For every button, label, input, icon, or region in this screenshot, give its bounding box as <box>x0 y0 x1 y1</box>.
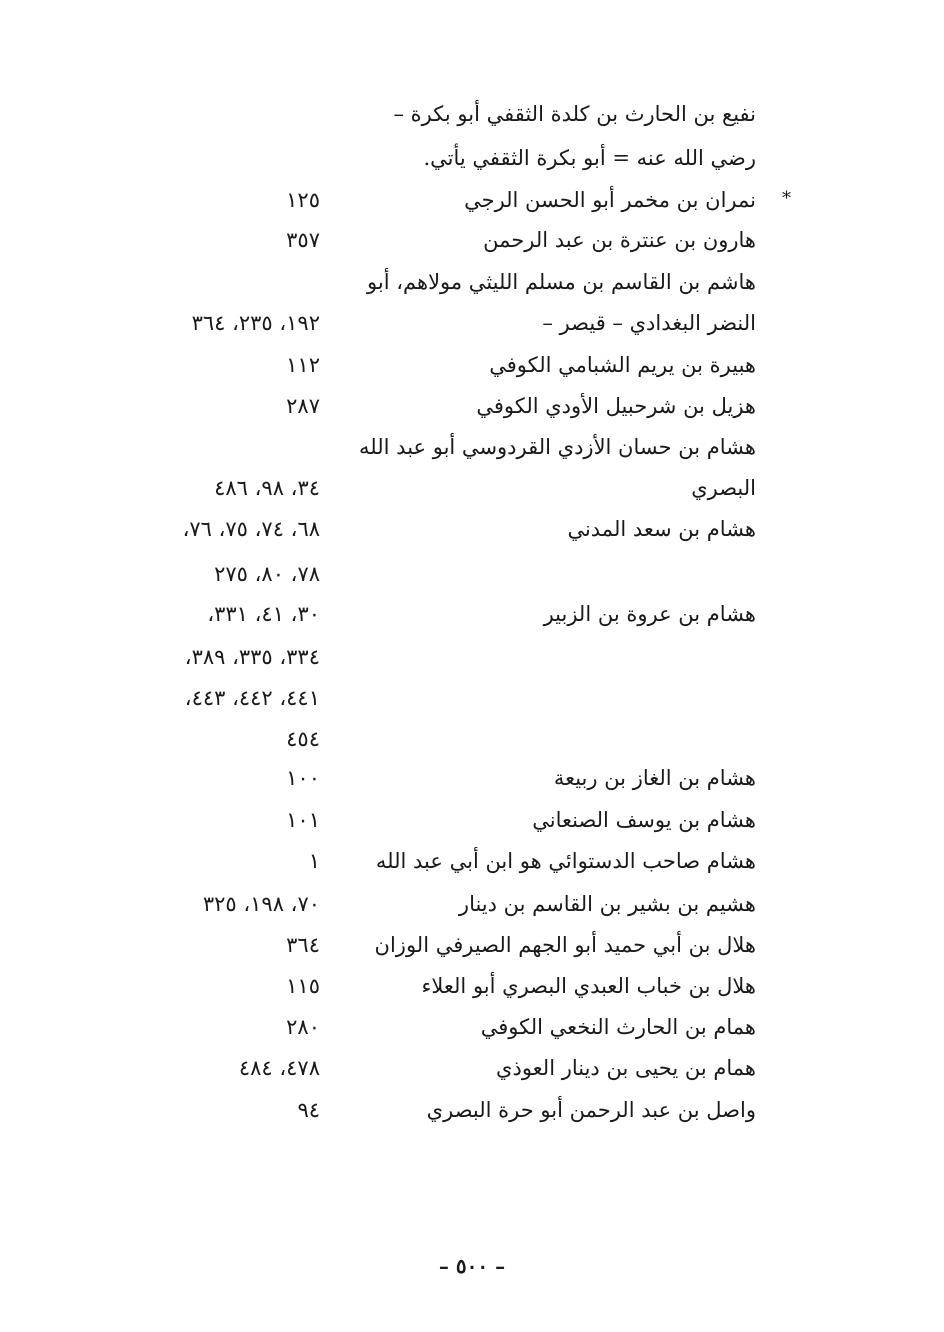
entry-name: النضر البغدادي – قيصر – <box>542 311 756 335</box>
entry-name: هارون بن عنترة بن عبد الرحمن <box>483 228 756 252</box>
entry-pages: ١٠١ <box>286 808 320 832</box>
entry-name: رضي الله عنه = أبو بكرة الثقفي يأتي. <box>423 146 756 170</box>
entry-name: البصري <box>691 476 756 500</box>
page-number: – ٥٠٠ – <box>438 1254 506 1278</box>
entry-name: هشام صاحب الدستوائي هو ابن أبي عبد الله <box>375 849 756 873</box>
entry-pages: ٣٣٤، ٣٣٥، ٣٨٩، <box>184 645 320 669</box>
entry-name: هلال بن خباب العبدي البصري أبو العلاء <box>421 974 756 998</box>
entry-pages: ١ <box>308 849 320 873</box>
entry-name: هشام بن سعد المدني <box>567 517 756 541</box>
entry-name: هشام بن عروة بن الزبير <box>543 602 756 626</box>
entry-pages: ١١٥ <box>286 974 320 998</box>
entry-name: هاشم بن القاسم بن مسلم الليثي مولاهم، أبو <box>367 270 756 294</box>
entry-pages: ٢٨٠ <box>286 1015 320 1039</box>
entry-pages: ٣٦٤ <box>286 933 320 957</box>
entry-name: واصل بن عبد الرحمن أبو حرة البصري <box>426 1098 756 1122</box>
entry-name: هشام بن الغاز بن ربيعة <box>553 766 756 790</box>
entry-name: هبيرة بن يريم الشبامي الكوفي <box>489 353 756 377</box>
entry-marker-asterisk: * <box>782 188 791 209</box>
entry-name: هلال بن أبي حميد أبو الجهم الصيرفي الوزان <box>374 933 756 957</box>
entry-name: هزيل بن شرحبيل الأودي الكوفي <box>476 394 756 418</box>
entry-pages: ١٢٥ <box>286 188 320 212</box>
entry-name: همام بن الحارث النخعي الكوفي <box>480 1015 756 1039</box>
entry-name: همام بن يحيى بن دينار العوذي <box>496 1056 756 1080</box>
entry-pages: ٤٥٤ <box>286 727 320 751</box>
entry-name: هشام بن حسان الأزدي القردوسي أبو عبد الله <box>359 435 756 459</box>
entry-pages: ١١٢ <box>286 353 320 377</box>
entry-name: نمران بن مخمر أبو الحسن الرجي <box>464 188 756 212</box>
entry-pages: ٢٨٧ <box>286 394 320 418</box>
entry-name: هشام بن يوسف الصنعاني <box>532 808 756 832</box>
entry-name: نفيع بن الحارث بن كلدة الثقفي أبو بكرة – <box>393 102 756 126</box>
entry-pages: ٩٤ <box>297 1098 320 1122</box>
entry-pages: ١٩٢، ٢٣٥، ٣٦٤ <box>191 311 320 335</box>
entry-name: هشيم بن بشير بن القاسم بن دينار <box>458 892 756 916</box>
entry-pages: ٧٠، ١٩٨، ٣٢٥ <box>202 892 320 916</box>
entry-pages: ٤٧٨، ٤٨٤ <box>238 1056 320 1080</box>
entry-pages: ٣٤، ٩٨، ٤٨٦ <box>214 476 320 500</box>
entry-pages: ١٠٠ <box>286 766 320 790</box>
entry-pages: ٧٨، ٨٠، ٢٧٥ <box>214 562 320 586</box>
entry-pages: ٤٤١، ٤٤٢، ٤٤٣، <box>184 686 320 710</box>
entry-pages: ٦٨، ٧٤، ٧٥، ٧٦، <box>182 517 320 541</box>
entry-pages: ٣٠، ٤١، ٣٣١، <box>207 602 320 626</box>
entry-pages: ٣٥٧ <box>286 228 320 252</box>
